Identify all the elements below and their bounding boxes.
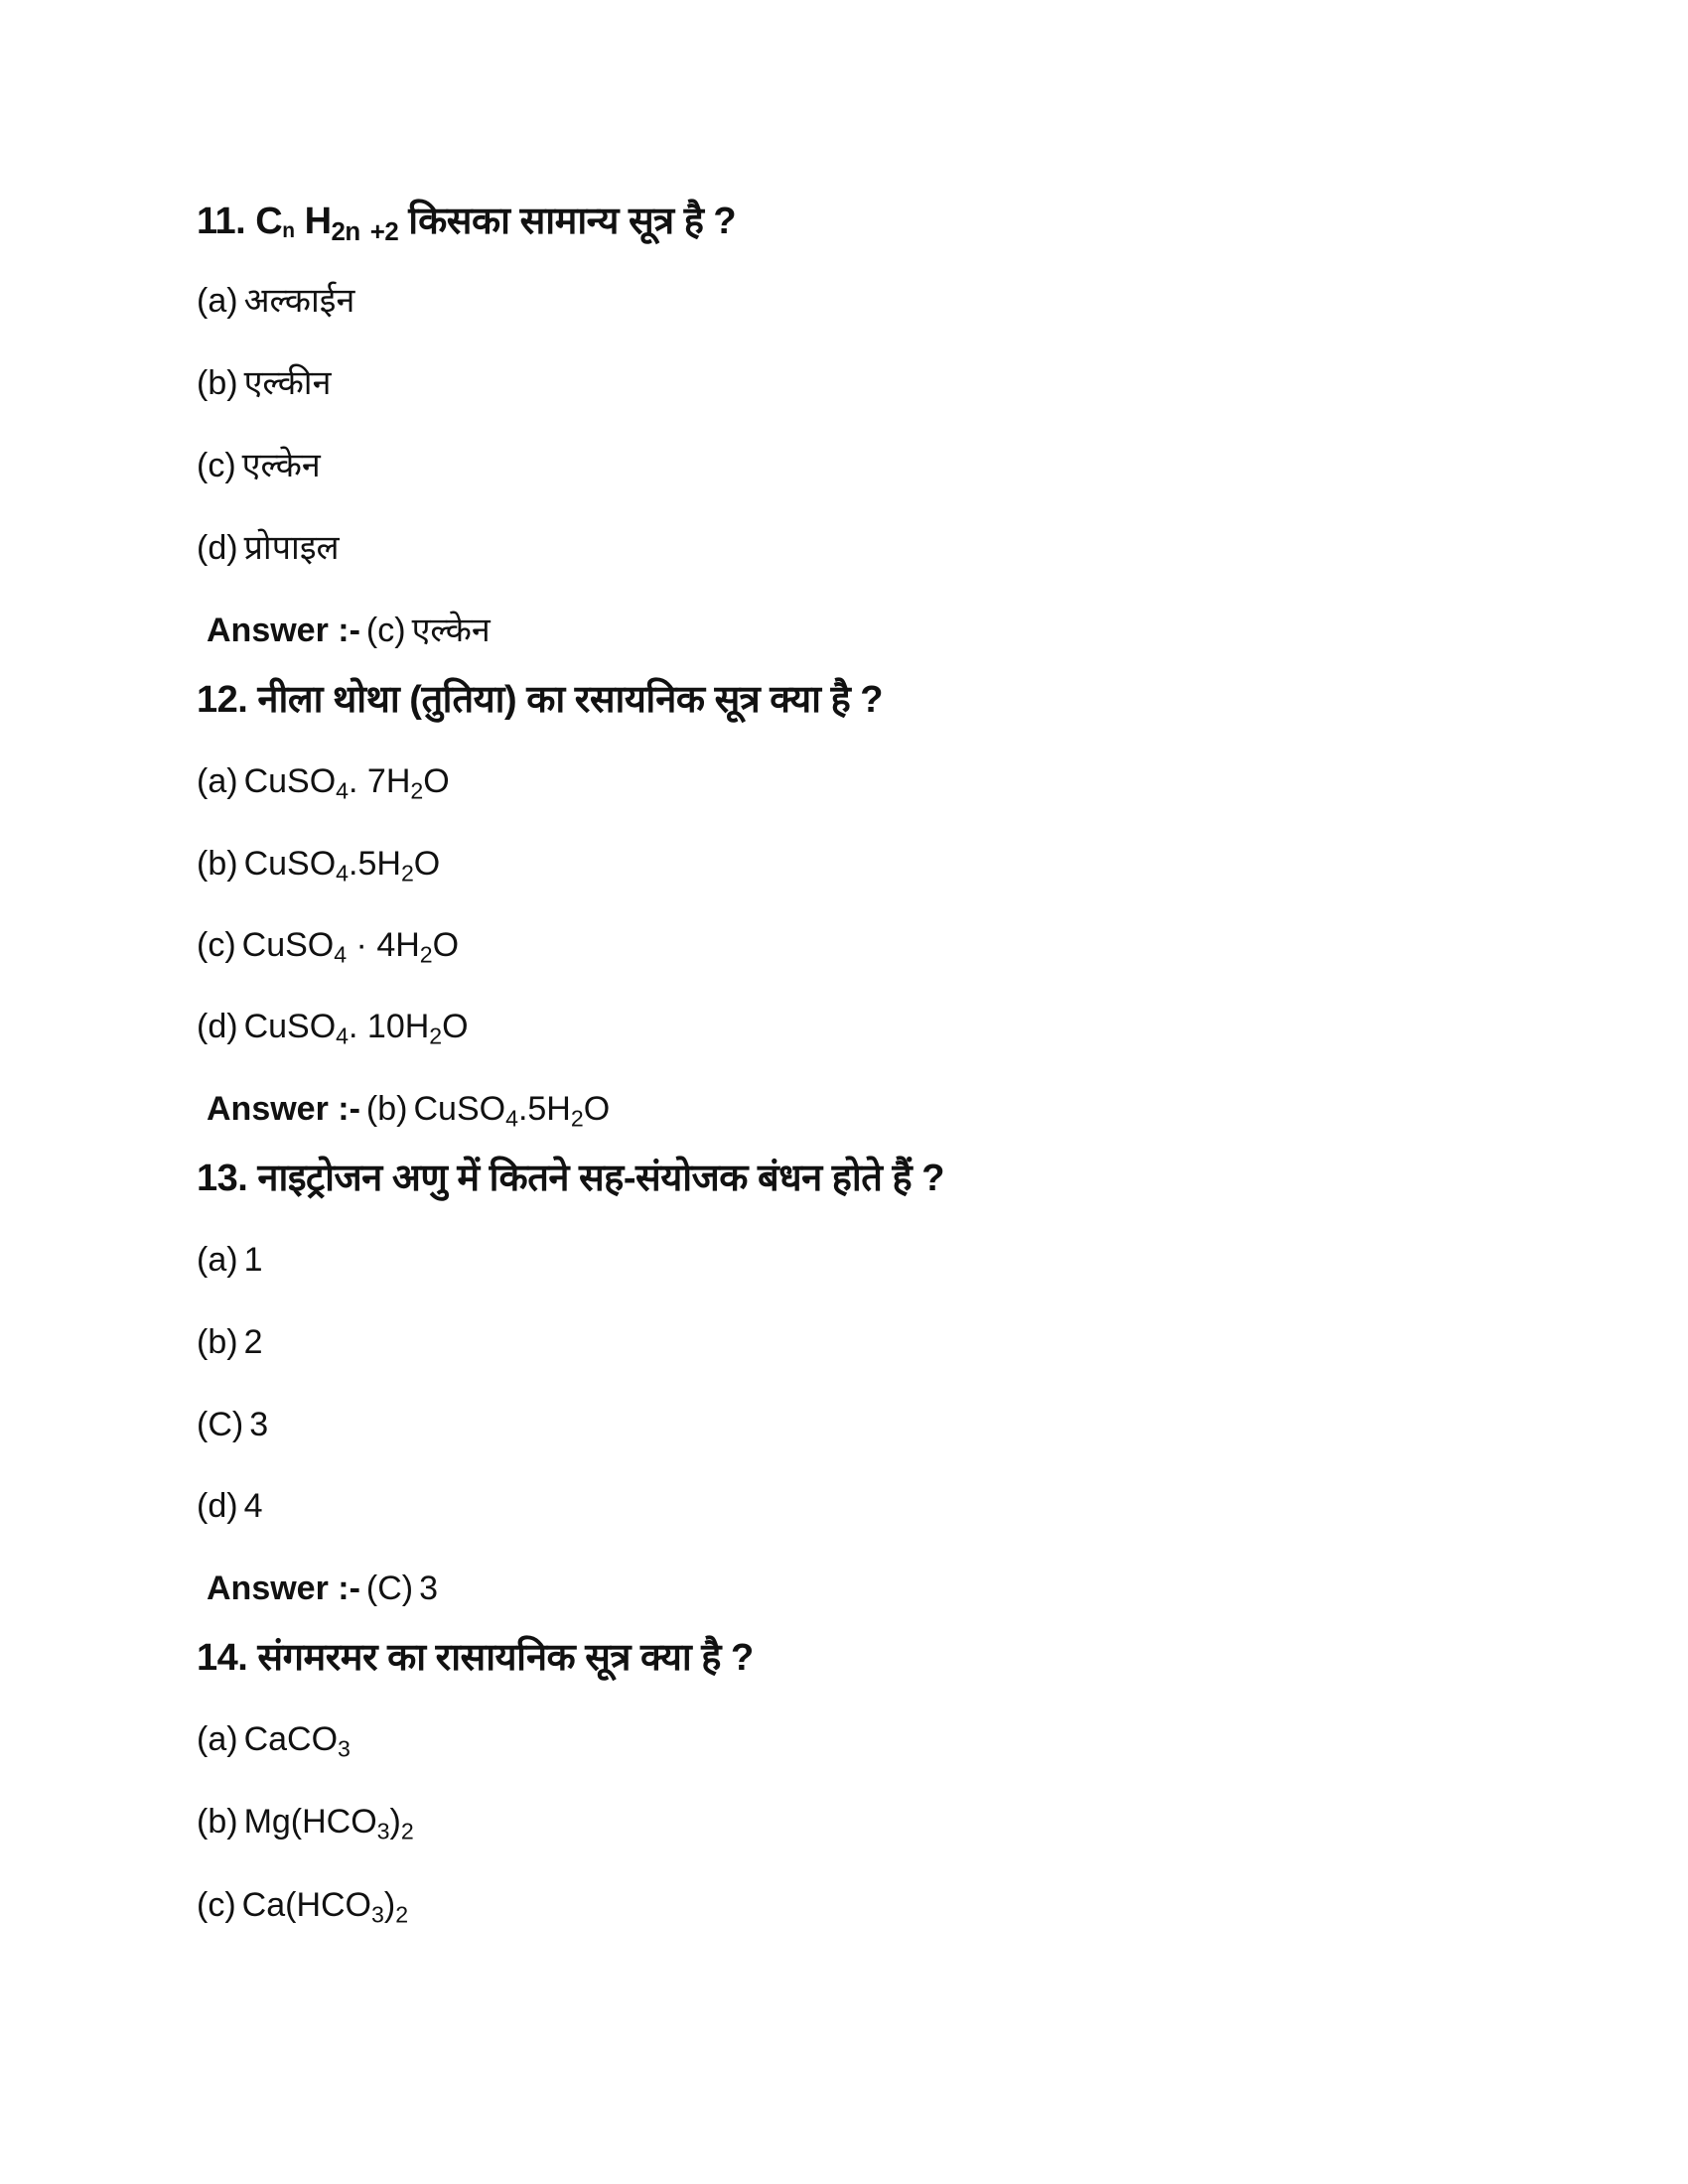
answer-12 [207,1090,611,1132]
formula-subscript: 2 [419,941,433,968]
answer-prefix: Answer :- [207,612,360,649]
formula-part: CuSO [243,845,337,883]
formula-c: C [255,201,283,242]
option-14-a [197,1720,351,1762]
option-label: (b) [197,1803,238,1841]
answer-text: 3 [419,1570,439,1607]
option-13-c [197,1408,268,1441]
formula-subscript: 4 [336,860,350,887]
option-13-d [197,1489,262,1523]
formula-subscript: 3 [371,1901,384,1928]
option-13-a [197,1243,262,1277]
formula-subscript: 4 [336,777,350,804]
option-text: एल्कीन [243,364,332,402]
formula-part: Ca(HCO [241,1886,371,1924]
option-label: (c) [197,447,236,484]
formula-part: ) [383,1886,396,1924]
option-12-b [197,845,441,887]
answer-label: (c) [365,612,406,649]
formula-subscript: 2 [570,1105,584,1132]
formula-part: CuSO [243,762,337,800]
answer-label: (b) [365,1090,408,1128]
option-text: 2 [243,1323,263,1361]
option-label: (C) [197,1406,244,1443]
option-label: (b) [197,1323,238,1361]
answer-prefix: Answer :- [207,1570,360,1607]
formula-subscript: 2 [395,1901,409,1928]
formula-part: CuSO [241,926,335,964]
question-text: नाइट्रोजन अणु में कितने सह-संयोजक बंधन होते हैं ? [257,1158,944,1199]
option-label: (a) [197,762,238,800]
formula-part: ) [389,1803,401,1841]
formula-subscript: 2 [400,1818,414,1844]
option-11-a [197,284,354,318]
option-label: (a) [197,1241,238,1279]
option-11-d [197,531,340,565]
question-number: 11. [197,201,246,242]
formula-subscript: 2 [410,777,424,804]
formula-part: · 4H [347,926,420,964]
question-text: किसका सामान्य सूत्र है ? [408,201,737,242]
option-text: अल्काईन [243,282,355,320]
formula-part: O [442,1008,469,1045]
question-number: 14. [197,1637,248,1679]
answer-label: (C) [365,1570,414,1607]
question-13-title [197,1160,944,1197]
option-label: (d) [197,1008,238,1045]
formula-subscript: 2 [400,860,414,887]
formula-h: H [304,201,332,242]
option-14-c [197,1886,409,1928]
option-label: (b) [197,364,238,402]
question-text: संगमरमर का रासायनिक सूत्र क्या है ? [257,1637,754,1679]
formula-subscript: 4 [336,1023,350,1049]
option-12-d [197,1008,469,1049]
formula-subscript: 3 [338,1735,351,1762]
answer-prefix: Answer :- [207,1090,360,1128]
formula-part: O [413,845,441,883]
option-text: एल्केन [241,447,321,484]
formula-part: O [432,926,460,964]
formula-subscript: 4 [505,1105,518,1132]
formula-part: CuSO [243,1008,337,1045]
option-label: (b) [197,845,238,883]
formula-c-subscript: n [282,219,295,243]
question-text: नीला थोथा (तुतिया) का रसायनिक सूत्र क्या है ? [257,679,884,721]
option-text: प्रोपाइल [243,529,340,567]
formula-part: Mg(HCO [243,1803,377,1841]
formula-subscript: 3 [376,1818,390,1844]
formula-subscript: 4 [334,941,348,968]
option-12-a [197,762,450,804]
formula-part: O [583,1090,611,1128]
option-11-c [197,449,321,482]
option-label: (c) [197,926,236,964]
option-11-b [197,366,332,400]
formula-subscript: 2 [429,1023,443,1049]
formula-h-subscript: 2n [331,218,360,247]
option-text: 3 [249,1406,269,1443]
option-14-b [197,1803,414,1844]
formula-part: .5H [517,1090,571,1128]
option-label: (a) [197,282,238,320]
option-label: (a) [197,1720,238,1758]
formula-plus-subscript: +2 [369,218,399,247]
formula-part: . 10H [349,1008,430,1045]
formula-part: . 7H [349,762,411,800]
option-text: 4 [243,1487,263,1525]
formula-part: .5H [349,845,401,883]
option-13-b [197,1325,262,1359]
option-label: (d) [197,529,238,567]
answer-13 [207,1571,438,1605]
option-label: (d) [197,1487,238,1525]
formula-part: CaCO [243,1720,339,1758]
option-label: (c) [197,1886,236,1924]
formula-part: O [423,762,450,800]
question-number: 12. [197,679,248,721]
answer-11 [207,614,491,647]
question-number: 13. [197,1158,248,1199]
question-12-title [197,681,883,719]
question-14-title [197,1639,754,1677]
question-11-title [197,201,737,247]
formula-part: CuSO [413,1090,506,1128]
option-12-c [197,926,460,968]
answer-text: एल्केन [411,612,491,649]
option-text: 1 [243,1241,263,1279]
